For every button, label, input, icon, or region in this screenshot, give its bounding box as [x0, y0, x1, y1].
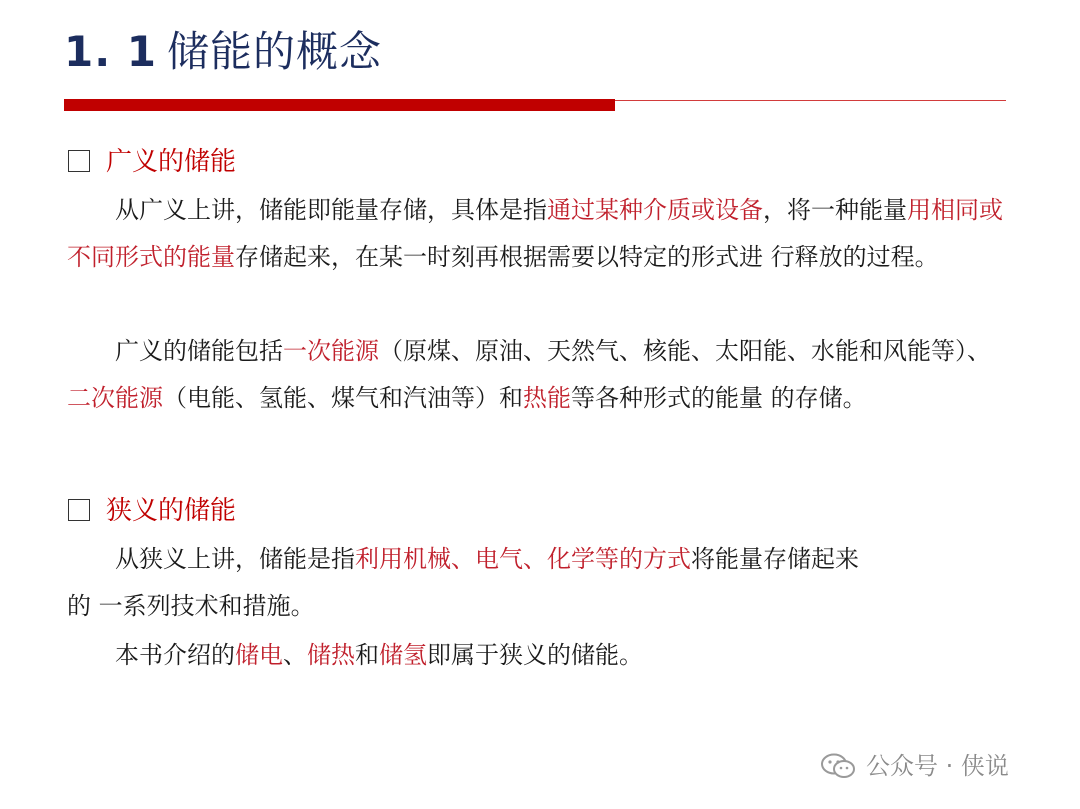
highlight-text: 储热 — [307, 641, 355, 669]
checkbox-square-icon — [68, 499, 90, 521]
page-title — [64, 22, 382, 82]
watermark-text: 公众号 · 侠说 — [866, 752, 1009, 780]
paragraph-narrow-definition — [67, 536, 1007, 630]
text-run: 等各种形式的能量 的存储。 — [571, 384, 867, 412]
text-run: 从广义上讲，储能即能量存储，具体是指 — [115, 196, 547, 224]
highlight-text: 用相同或不同形式的能量 — [67, 196, 1003, 271]
text-run: （电能、氢能、煤气和汽油等）和 — [163, 384, 523, 412]
title-underline — [64, 99, 1006, 111]
text-run: 从狭义上讲，储能是指 — [115, 545, 355, 573]
text-run: 将能量存储起来 — [691, 545, 859, 573]
highlight-text: 利用机械、电气、化学等的方式 — [355, 545, 691, 573]
paragraph-book-scope — [67, 632, 1007, 679]
highlight-text: 通过某种介质或设备 — [547, 196, 763, 224]
title-text: 储能的概念 — [167, 27, 383, 76]
highlight-text: 储氢 — [379, 641, 427, 669]
wechat-icon — [820, 753, 856, 779]
text-run: ，将一种能量 — [763, 196, 907, 224]
paragraph-broad-definition — [67, 187, 1007, 281]
title-underline-thin — [615, 100, 1006, 101]
text-run: 、 — [283, 641, 307, 669]
text-run: 广义的储能包括 — [115, 337, 283, 365]
checkbox-square-icon — [68, 150, 90, 172]
section-heading-broad — [68, 142, 236, 182]
text-run: 即属于狭义的储能。 — [427, 641, 643, 669]
paragraph-broad-scope — [67, 328, 1007, 422]
highlight-text: 一次能源 — [283, 337, 379, 365]
text-run: 和 — [355, 641, 379, 669]
watermark — [820, 748, 1009, 784]
text-run: （原煤、原油、天然气、核能、太阳能、水能和风能等）、 — [379, 337, 991, 365]
section-heading-broad-text: 广义的储能 — [106, 147, 237, 177]
text-run: 的 一系列技术和措施。 — [67, 592, 315, 620]
section-heading-narrow — [68, 491, 236, 531]
text-run: 存储起来，在某一时刻再根据需要以特定的形式进 行释放的过程。 — [235, 243, 939, 271]
text-run: 本书介绍的 — [115, 641, 235, 669]
highlight-text: 储电 — [235, 641, 283, 669]
highlight-text: 二次能源 — [67, 384, 163, 412]
highlight-text: 热能 — [523, 384, 571, 412]
section-heading-narrow-text: 狭义的储能 — [106, 496, 237, 526]
title-underline-thick — [64, 99, 615, 111]
title-number: 1. 1 — [64, 27, 158, 76]
